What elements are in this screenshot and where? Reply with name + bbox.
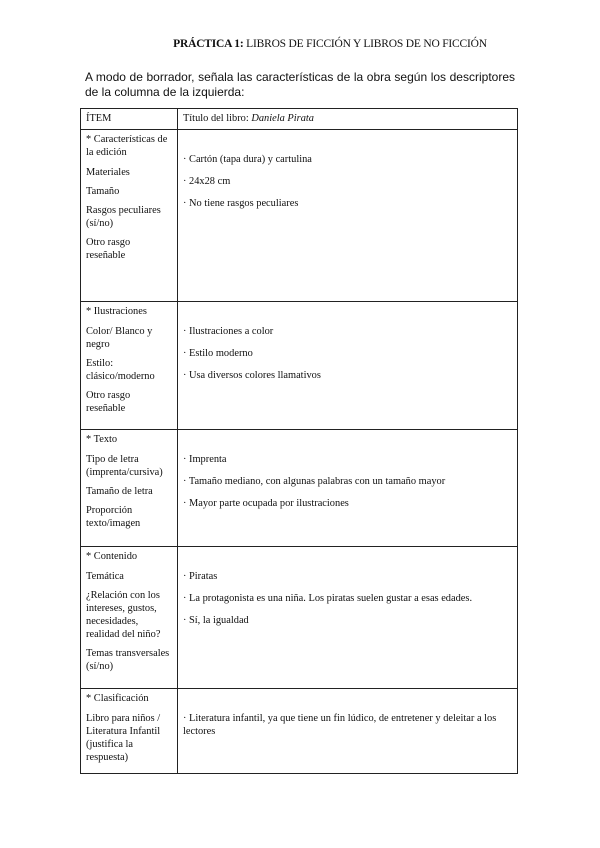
table-row-clasificacion: [81, 689, 518, 774]
answers-cell: [177, 302, 517, 430]
table-row-contenido: [81, 547, 518, 689]
category-label: * Características de la edición: [86, 134, 168, 158]
descriptor-label: Tipo de letra (imprenta/cursiva): [86, 454, 163, 478]
book-title-value: Daniela Pirata: [251, 113, 314, 124]
answer-text: · Imprenta: [182, 454, 227, 465]
descriptor-label: Color/ Blanco y negro: [86, 326, 153, 350]
table-header-row: [81, 109, 518, 130]
answer-text: · Tamaño mediano, con algunas palabras con un tamaño mayor: [182, 476, 446, 487]
table-row-ilustraciones: [81, 302, 518, 430]
descriptor-label: Temática: [86, 571, 124, 582]
answers-cell: [177, 430, 517, 547]
descriptor-label: Rasgos peculiares (sí/no): [86, 205, 161, 229]
answer-text: · Literatura infantil, ya que tiene un fin lúdico, de entretener y deleitar a los lectores: [182, 713, 497, 737]
descriptors-cell: [81, 430, 178, 547]
descriptor-label: Otro rasgo reseñable: [86, 237, 131, 261]
answers-cell: [177, 130, 517, 302]
descriptor-label: Otro rasgo reseñable: [86, 390, 131, 414]
header-item: ÍTEM: [81, 109, 178, 130]
intro-paragraph: A modo de borrador, señala las características de la obra según los descriptores de la columna de la izquierda:: [85, 70, 515, 99]
header-book-title: [177, 109, 517, 130]
descriptor-label: Tamaño: [86, 186, 120, 197]
title-rest: LIBROS DE FICCIÓN Y LIBROS DE NO FICCIÓN: [243, 38, 487, 50]
book-title-label: Título del libro:: [182, 113, 252, 124]
descriptor-label: Proporción texto/imagen: [86, 505, 141, 529]
answer-text: · Piratas: [182, 571, 218, 582]
answer-text: · Sí, la igualdad: [182, 615, 249, 626]
table-row-edicion: [81, 130, 518, 302]
descriptors-cell: [81, 547, 178, 689]
descriptor-label: Estilo: clásico/moderno: [86, 358, 155, 382]
descriptors-cell: [81, 302, 178, 430]
descriptor-label: Tamaño de letra: [86, 486, 153, 497]
descriptor-label: Temas transversales (sí/no): [86, 648, 170, 672]
descriptor-label: Libro para niños / Literatura Infantil (justifica la respuesta): [86, 713, 161, 763]
descriptor-label: ¿Relación con los intereses, gustos, necesidades, realidad del niño?: [86, 590, 161, 640]
title-bold: PRÁCTICA 1:: [173, 38, 244, 50]
answer-text: · No tiene rasgos peculiares: [182, 198, 299, 209]
category-label: * Texto: [86, 434, 118, 445]
descriptor-label: Materiales: [86, 167, 130, 178]
descriptors-cell: [81, 689, 178, 774]
answer-text: · Mayor parte ocupada por ilustraciones: [182, 498, 349, 509]
category-label: * Clasificación: [86, 693, 149, 704]
table-row-texto: [81, 430, 518, 547]
answers-cell: [177, 689, 517, 774]
answer-text: · Usa diversos colores llamativos: [182, 370, 321, 381]
descriptor-table: [80, 108, 518, 774]
answer-text: · Estilo moderno: [182, 348, 253, 359]
answers-cell: [177, 547, 517, 689]
answer-text: · La protagonista es una niña. Los piratas suelen gustar a esas edades.: [182, 593, 473, 604]
descriptors-cell: [81, 130, 178, 302]
page-title: [0, 38, 600, 50]
answer-text: · 24x28 cm: [182, 176, 231, 187]
answer-text: · Cartón (tapa dura) y cartulina: [182, 154, 312, 165]
category-label: * Contenido: [86, 551, 138, 562]
answer-text: · Ilustraciones a color: [182, 326, 274, 337]
category-label: * Ilustraciones: [86, 306, 147, 317]
